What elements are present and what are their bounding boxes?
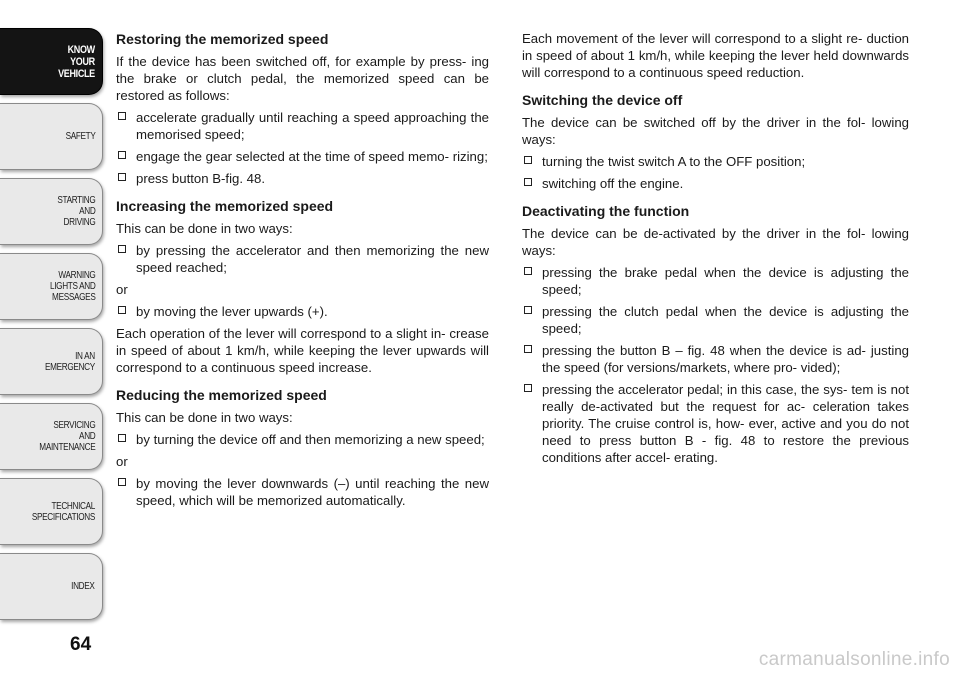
checkbox-bullet-icon <box>118 478 126 486</box>
tab-safety[interactable] <box>0 103 103 170</box>
bullet-list <box>116 109 489 187</box>
bullet-list <box>116 242 489 276</box>
checkbox-bullet-icon <box>118 245 126 253</box>
checkbox-bullet-icon <box>524 178 532 186</box>
list-item: by pressing the accelerator and then memorizing the new speed reached; <box>116 242 489 276</box>
bullet-list <box>522 264 909 466</box>
tab-label: IN AN EMERGENCY <box>45 350 95 373</box>
bullet-list <box>116 303 489 320</box>
list-item: turning the twist switch A to the OFF position; <box>522 153 909 170</box>
tab-starting-and-driving[interactable] <box>0 178 103 245</box>
checkbox-bullet-icon <box>524 345 532 353</box>
section-heading: Switching the device off <box>522 92 683 108</box>
tab-label: SAFETY <box>65 131 95 142</box>
tab-label: TECHNICAL SPECIFICATIONS <box>31 500 95 523</box>
checkbox-bullet-icon <box>524 156 532 164</box>
checkbox-bullet-icon <box>118 173 126 181</box>
checkbox-bullet-icon <box>524 384 532 392</box>
checkbox-bullet-icon <box>524 267 532 275</box>
paragraph: This can be done in two ways: <box>116 221 293 236</box>
bullet-list <box>522 153 909 192</box>
list-item: engage the gear selected at the time of speed memo- rizing; <box>116 148 489 165</box>
list-item: pressing the brake pedal when the device is adjusting the speed; <box>522 264 909 298</box>
tab-know-your-vehicle[interactable] <box>0 28 103 95</box>
checkbox-bullet-icon <box>524 306 532 314</box>
list-item: switching off the engine. <box>522 175 909 192</box>
section-heading: Restoring the memorized speed <box>116 31 329 47</box>
tab-warning-lights[interactable] <box>0 253 103 320</box>
section-heading: Increasing the memorized speed <box>116 198 334 214</box>
paragraph: Each operation of the lever will correspond to a slight in- crease in speed of about 1 km/h, while keeping the lever upwards will correspond to a continuous speed increase. <box>116 326 489 375</box>
tab-label: INDEX <box>71 581 95 592</box>
checkbox-bullet-icon <box>118 112 126 120</box>
left-column <box>116 30 489 514</box>
tab-servicing[interactable] <box>0 403 103 470</box>
tab-label: WARNING LIGHTS AND MESSAGES <box>49 270 95 303</box>
paragraph: If the device has been switched off, for example by press- ing the brake or clutch pedal, the memorized speed can be restored as follows: <box>116 54 489 103</box>
list-item: accelerate gradually until reaching a speed approaching the memorised speed; <box>116 109 489 143</box>
checkbox-bullet-icon <box>118 151 126 159</box>
list-item: pressing the button B – fig. 48 when the device is ad- justing the speed (for versions/markets, where pro- vided); <box>522 342 909 376</box>
list-item: pressing the accelerator pedal; in this case, the sys- tem is not really de-activated but the request for ac- celeration takes priority. The cruise control is, how- ever, active and you do not need to press button B - fig. 48 to restore the previous conditions after accel- erating. <box>522 381 909 466</box>
list-item: by turning the device off and then memorizing a new speed; <box>116 431 489 448</box>
tab-in-an-emergency[interactable] <box>0 328 103 395</box>
bullet-list <box>116 475 489 509</box>
paragraph: This can be done in two ways: <box>116 410 293 425</box>
watermark: carmanualsonline.info <box>758 649 950 670</box>
paragraph: or <box>116 454 128 469</box>
list-item: press button B-fig. 48. <box>116 170 489 187</box>
page-number: 64 <box>70 634 92 655</box>
paragraph: The device can be de-activated by the driver in the fol- lowing ways: <box>522 226 909 258</box>
paragraph: The device can be switched off by the driver in the fol- lowing ways: <box>522 115 909 147</box>
chapter-tabs <box>0 28 103 628</box>
tab-label: STARTING AND DRIVING <box>56 195 95 228</box>
tab-index[interactable] <box>0 553 103 620</box>
bullet-list <box>116 431 489 448</box>
tab-technical-specifications[interactable] <box>0 478 103 545</box>
checkbox-bullet-icon <box>118 306 126 314</box>
right-column <box>522 30 909 471</box>
section-heading: Deactivating the function <box>522 203 690 219</box>
tab-label: KNOW YOUR VEHICLE <box>58 43 95 80</box>
tab-label: SERVICING AND MAINTENANCE <box>38 420 95 453</box>
section-heading: Reducing the memorized speed <box>116 387 327 403</box>
paragraph: Each movement of the lever will correspond to a slight re- duction in speed of about 1 km/h, while keeping the lever held downwards will correspond to a continuous speed reduction. <box>522 31 909 80</box>
list-item: by moving the lever downwards (–) until reaching the new speed, which will be memorized automatically. <box>116 475 489 509</box>
paragraph: or <box>116 282 128 297</box>
checkbox-bullet-icon <box>118 434 126 442</box>
list-item: pressing the clutch pedal when the device is adjusting the speed; <box>522 303 909 337</box>
list-item: by moving the lever upwards (+). <box>116 303 489 320</box>
